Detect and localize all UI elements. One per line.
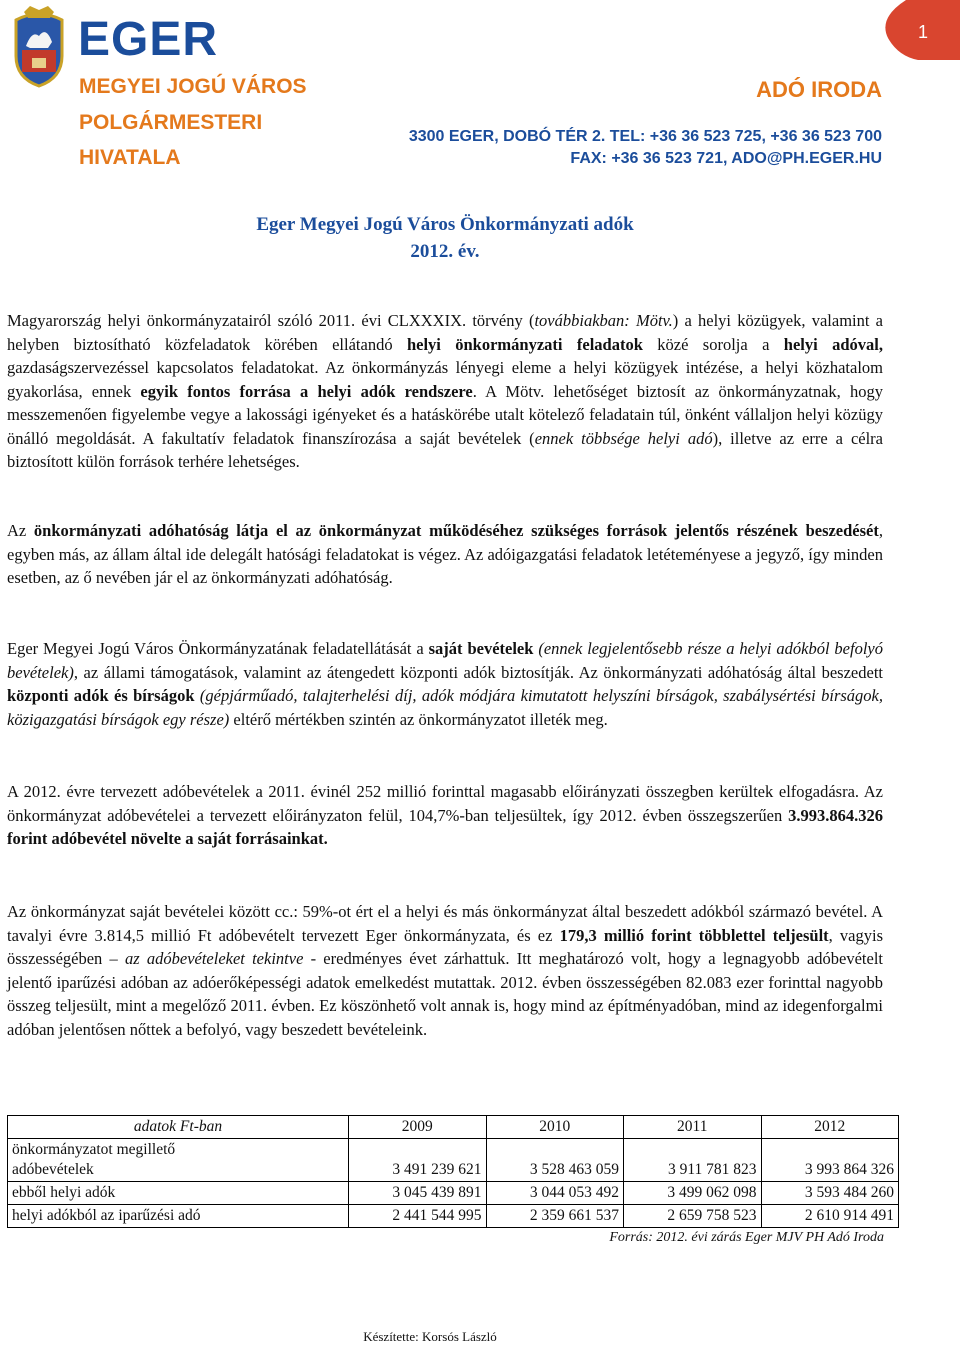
document-year: 2012. év. [410, 241, 480, 262]
contact-address: 3300 EGER, DOBÓ TÉR 2. TEL: +36 36 523 725, +36 36 523 700 [408, 128, 882, 145]
table-cell: 2 659 758 523 [624, 1205, 762, 1228]
paragraph-4: A 2012. évre tervezett adóbevételek a 2011. évinél 252 millió forinttal magasabb előirányzati összegben kerültek elfogadásra. Az önkormányzat adóbevételei a tervezett előirányzaton felül, 104,7%-ban teljesültek, így 2012. évben összegszerűen 3.993.864.326 forint adóbevétel növelte a saját forrásainkat. [7, 782, 883, 848]
paragraph-2: Az önkormányzati adóhatóság látja el az önkormányzat működéséhez szükséges források jelentős részének beszedését, egyben más, az állam által ide delegált hatósági feladatokat is végez. Az adóigazgatási feladatok letéteményese a jegyző, így minden esetben, az ő nevében jár el az önkormányzati adóhatóság. [7, 521, 883, 587]
city-name-line1: MEGYEI JOGÚ VÁROS [79, 75, 307, 98]
table-header-year: 2012 [761, 1116, 899, 1139]
table-cell: 3 045 439 891 [349, 1182, 487, 1205]
table-cell: 2 610 914 491 [761, 1205, 899, 1228]
table-header-unit: adatok Ft-ban [8, 1116, 349, 1139]
table-row [8, 1182, 899, 1205]
row-label: önkormányzatot megillető adóbevételek [8, 1139, 349, 1182]
row-label: helyi adókból az iparűzési adó [8, 1205, 349, 1228]
page-number: 1 [918, 22, 929, 42]
table-cell: 3 528 463 059 [486, 1139, 624, 1182]
table-cell: 3 593 484 260 [761, 1182, 899, 1205]
paragraph-5: Az önkormányzat saját bevételei között cc.: 59%-ot ért el a helyi és más önkormányzat által beszedett adókból származó bevétel. A tavalyi évre 3.814,5 millió Ft adóbevételt tervezett Eger önkormányzata, és ez 179,3 millió forint többlettel teljesült, vagyis összességében – az adóbevételeket tekintve - eredményes évet zárhattuk. Itt meghatározó volt, hogy a legnagyobb adóbevételt jelentő iparűzési adóban az adóerőképességi adatok emelkedést mutattak. 2012. évben összességében 82.083 ezer forinttal nagyobb összeg teljesült, mint a megelőző 2011. évben. Ez köszönhető volt annak is, hogy mind az építményadóban, mind az idegenforgalmi adóban jelentősen nőttek a befolyó, vagy beszedett bevételeink. [7, 902, 883, 1039]
document-title: Eger Megyei Jogú Város Önkormányzati adók [256, 214, 634, 235]
table-cell: 3 044 053 492 [486, 1182, 624, 1205]
city-crest-logo [8, 6, 70, 88]
row-label: ebből helyi adók [8, 1182, 349, 1205]
city-name-line2: POLGÁRMESTERI [79, 111, 263, 134]
paragraph-1: Magyarország helyi önkormányzatairól szóló 2011. évi CLXXXIX. törvény (továbbiakban: Mötv.) a helyi közügyek, valamint a helyben biztosítható közfeladatok körében ellátandó helyi önkormányzati feladatok közé sorolja a helyi adóval, gazdaságszervezéssel kapcsolatos feladatokat. Az önkormányzás lényegi eleme a helyi közügyek intézése, a helyi közhatalom gyakorlása, ennek egyik fontos forrása a helyi adók rendszere. A Mötv. lehetőséget biztosít az önkormányzatnak, hogy messzemenően figyelembe vegye a lakossági igényeket és a hatáskörébe utalt kötelező feladatain túl, önként vállaljon helyi közügy önálló megoldását. A fakultatív feladatok finanszírozása a saját bevételek (ennek többsége helyi adó), illetve az erre a célra biztosított külön források terhére lehetséges. [7, 311, 884, 471]
footer-author: Készítette: Korsós László [363, 1329, 497, 1344]
office-name: ADÓ IRODA [756, 77, 882, 102]
table-cell: 2 359 661 537 [486, 1205, 624, 1228]
table-header-year: 2009 [349, 1116, 487, 1139]
brand-name: EGER [78, 13, 219, 66]
table-row [8, 1205, 899, 1228]
table-header-year: 2011 [624, 1116, 762, 1139]
table-source: Forrás: 2012. évi zárás Eger MJV PH Adó Iroda [609, 1230, 884, 1245]
table-cell: 3 491 239 621 [349, 1139, 487, 1182]
table-cell: 3 993 864 326 [761, 1139, 899, 1182]
contact-fax-email: FAX: +36 36 523 721, ADO@PH.EGER.HU [570, 150, 882, 167]
table-cell: 2 441 544 995 [349, 1205, 487, 1228]
tax-revenue-table [7, 1115, 899, 1228]
table-cell: 3 911 781 823 [624, 1139, 762, 1182]
city-name-line3: HIVATALA [79, 146, 181, 169]
table-cell: 3 499 062 098 [624, 1182, 762, 1205]
table-header-row [8, 1116, 899, 1139]
table-header-year: 2010 [486, 1116, 624, 1139]
table-row [8, 1139, 899, 1182]
paragraph-3: Eger Megyei Jogú Város Önkormányzatának feladatellátását a saját bevételek (ennek legjelentősebb része a helyi adókból befolyó bevételek), az állami támogatások, valamint az átengedett központi adók biztosítják. Az önkormányzati adóhatóság által beszedett központi adók és bírságok (gépjárműadó, talajterhelési díj, adók módjára kimutatott helyszíni bírságok, szabálysértési bírságok, közigazgatási bírságok egy része) eltérő mértékben szintén az önkormányzatot illeték meg. [7, 639, 883, 729]
